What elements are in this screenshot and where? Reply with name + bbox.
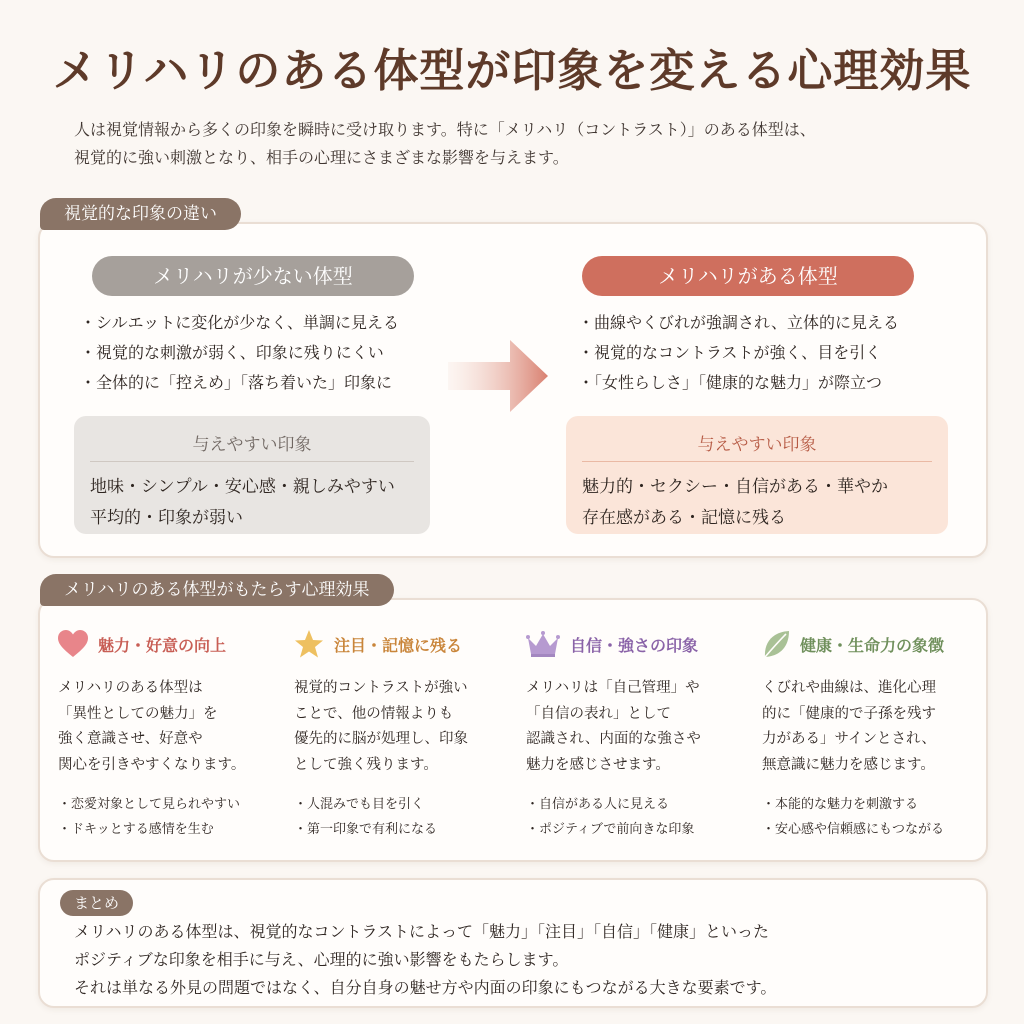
impression-line: 存在感がある・記憶に残る	[582, 508, 786, 528]
low-contrast-bullets	[80, 308, 399, 398]
effect-confidence	[526, 624, 756, 842]
summary-line: メリハリのある体型は、視覚的なコントラストによって「魅力」「注目」「自信」「健康」といった	[74, 922, 770, 941]
effect-title: 魅力・好意の向上	[98, 635, 227, 655]
effect-attention	[294, 624, 524, 842]
effect-desc-line: 「自信の表れ」として	[526, 705, 671, 722]
list-item: ・ 視覚的なコントラストが強く、目を引く	[578, 338, 899, 368]
page-title: メリハリのある体型が印象を変える心理効果	[52, 44, 972, 97]
right-arrow-icon	[448, 340, 548, 412]
effect-desc-line: 魅力を感じさせます。	[526, 756, 670, 773]
impression-title: 与えやすい印象	[582, 430, 932, 462]
effect-bullet: ・恋愛対象として見られやすい	[58, 797, 241, 812]
effect-desc-line: 認識され、内面的な強さや	[526, 731, 701, 747]
list-item: ・ 曲線やくびれが強調され、立体的に見える	[578, 308, 899, 338]
section-tab-visual: 視覚的な印象の違い	[40, 198, 241, 230]
intro-line: 視覚的に強い刺激となり、相手の心理にさまざまな影響を与えます。	[74, 148, 569, 167]
impression-title: 与えやすい印象	[90, 430, 414, 462]
high-contrast-bullets	[578, 308, 899, 398]
effect-bullet: ・ドキッとする感情を生む	[58, 822, 214, 837]
effect-desc-line: メリハリのある体型は	[58, 680, 203, 696]
star-icon	[294, 629, 324, 659]
intro-line: 人は視覚情報から多くの印象を瞬時に受け取ります。特に「メリハリ（コントラスト）」のある体型は、	[74, 120, 816, 139]
list-item: ・ シルエットに変化が少なく、単調に見える	[80, 308, 399, 338]
list-item: ・ 全体的に「控えめ」「落ち着いた」印象に	[80, 368, 399, 398]
crown-icon	[526, 630, 560, 658]
effect-bullet: ・第一印象で有利になる	[294, 822, 438, 837]
summary-text	[74, 918, 776, 1002]
effect-bullet: ・安心感や信頼感にもつながる	[762, 822, 945, 837]
effect-desc-line: くびれや曲線は、進化心理	[762, 680, 936, 696]
effect-desc-line: 関心を引きやすくなります。	[58, 756, 246, 773]
summary-line: ポジティブな印象を相手に与え、心理的に強い影響をもたらします。	[74, 950, 569, 969]
low-impression-box	[74, 416, 430, 534]
heart-icon	[58, 630, 88, 658]
effect-bullet: ・自信がある人に見える	[526, 797, 670, 812]
list-item: ・ 視覚的な刺激が弱く、印象に残りにくい	[80, 338, 399, 368]
effect-desc-line: 力がある」サインとされ、	[762, 731, 936, 747]
impression-line: 地味・シンプル・安心感・親しみやすい	[90, 477, 395, 497]
effect-attraction	[58, 624, 288, 842]
effect-bullet: ・ポジティブで前向きな印象	[526, 822, 695, 837]
low-contrast-label: メリハリが少ない体型	[92, 256, 414, 296]
effect-desc-line: 視覚的コントラストが強い	[294, 680, 468, 696]
effect-desc-line: ことで、他の情報よりも	[294, 705, 454, 722]
effect-desc-line: メリハリは「自己管理」や	[526, 680, 700, 696]
summary-tab: まとめ	[60, 890, 133, 916]
effect-bullet: ・本能的な魅力を刺激する	[762, 797, 919, 812]
effect-desc-line: 強く意識させ、好意や	[58, 731, 203, 747]
effect-desc-line: 的に「健康的で子孫を残す	[762, 705, 936, 722]
leaf-icon	[762, 629, 790, 659]
summary-line: それは単なる外見の問題ではなく、自分自身の魅せ方や内面の印象にもつながる大きな要素です。	[74, 978, 777, 997]
effect-title: 健康・生命力の象徴	[800, 635, 945, 655]
effect-bullet: ・人混みでも目を引く	[294, 797, 425, 812]
high-impression-box	[566, 416, 948, 534]
effect-health	[762, 624, 992, 842]
effect-desc-line: として強く残ります。	[294, 756, 438, 773]
list-item: ・ 「女性らしさ」「健康的な魅力」が際立つ	[578, 368, 899, 398]
effect-desc-line: 無意識に魅力を感じます。	[762, 756, 935, 773]
impression-line: 平均的・印象が弱い	[90, 508, 243, 528]
effect-title: 注目・記憶に残る	[334, 635, 463, 655]
intro-text	[74, 116, 974, 172]
effect-desc-line: 優先的に脳が処理し、印象	[294, 731, 468, 747]
effect-title: 自信・強さの印象	[570, 635, 699, 655]
effect-desc-line: 「異性としての魅力」を	[58, 705, 218, 722]
impression-line: 魅力的・セクシー・自信がある・華やか	[582, 477, 888, 497]
high-contrast-label: メリハリがある体型	[582, 256, 914, 296]
section-tab-effects: メリハリのある体型がもたらす心理効果	[40, 574, 394, 606]
